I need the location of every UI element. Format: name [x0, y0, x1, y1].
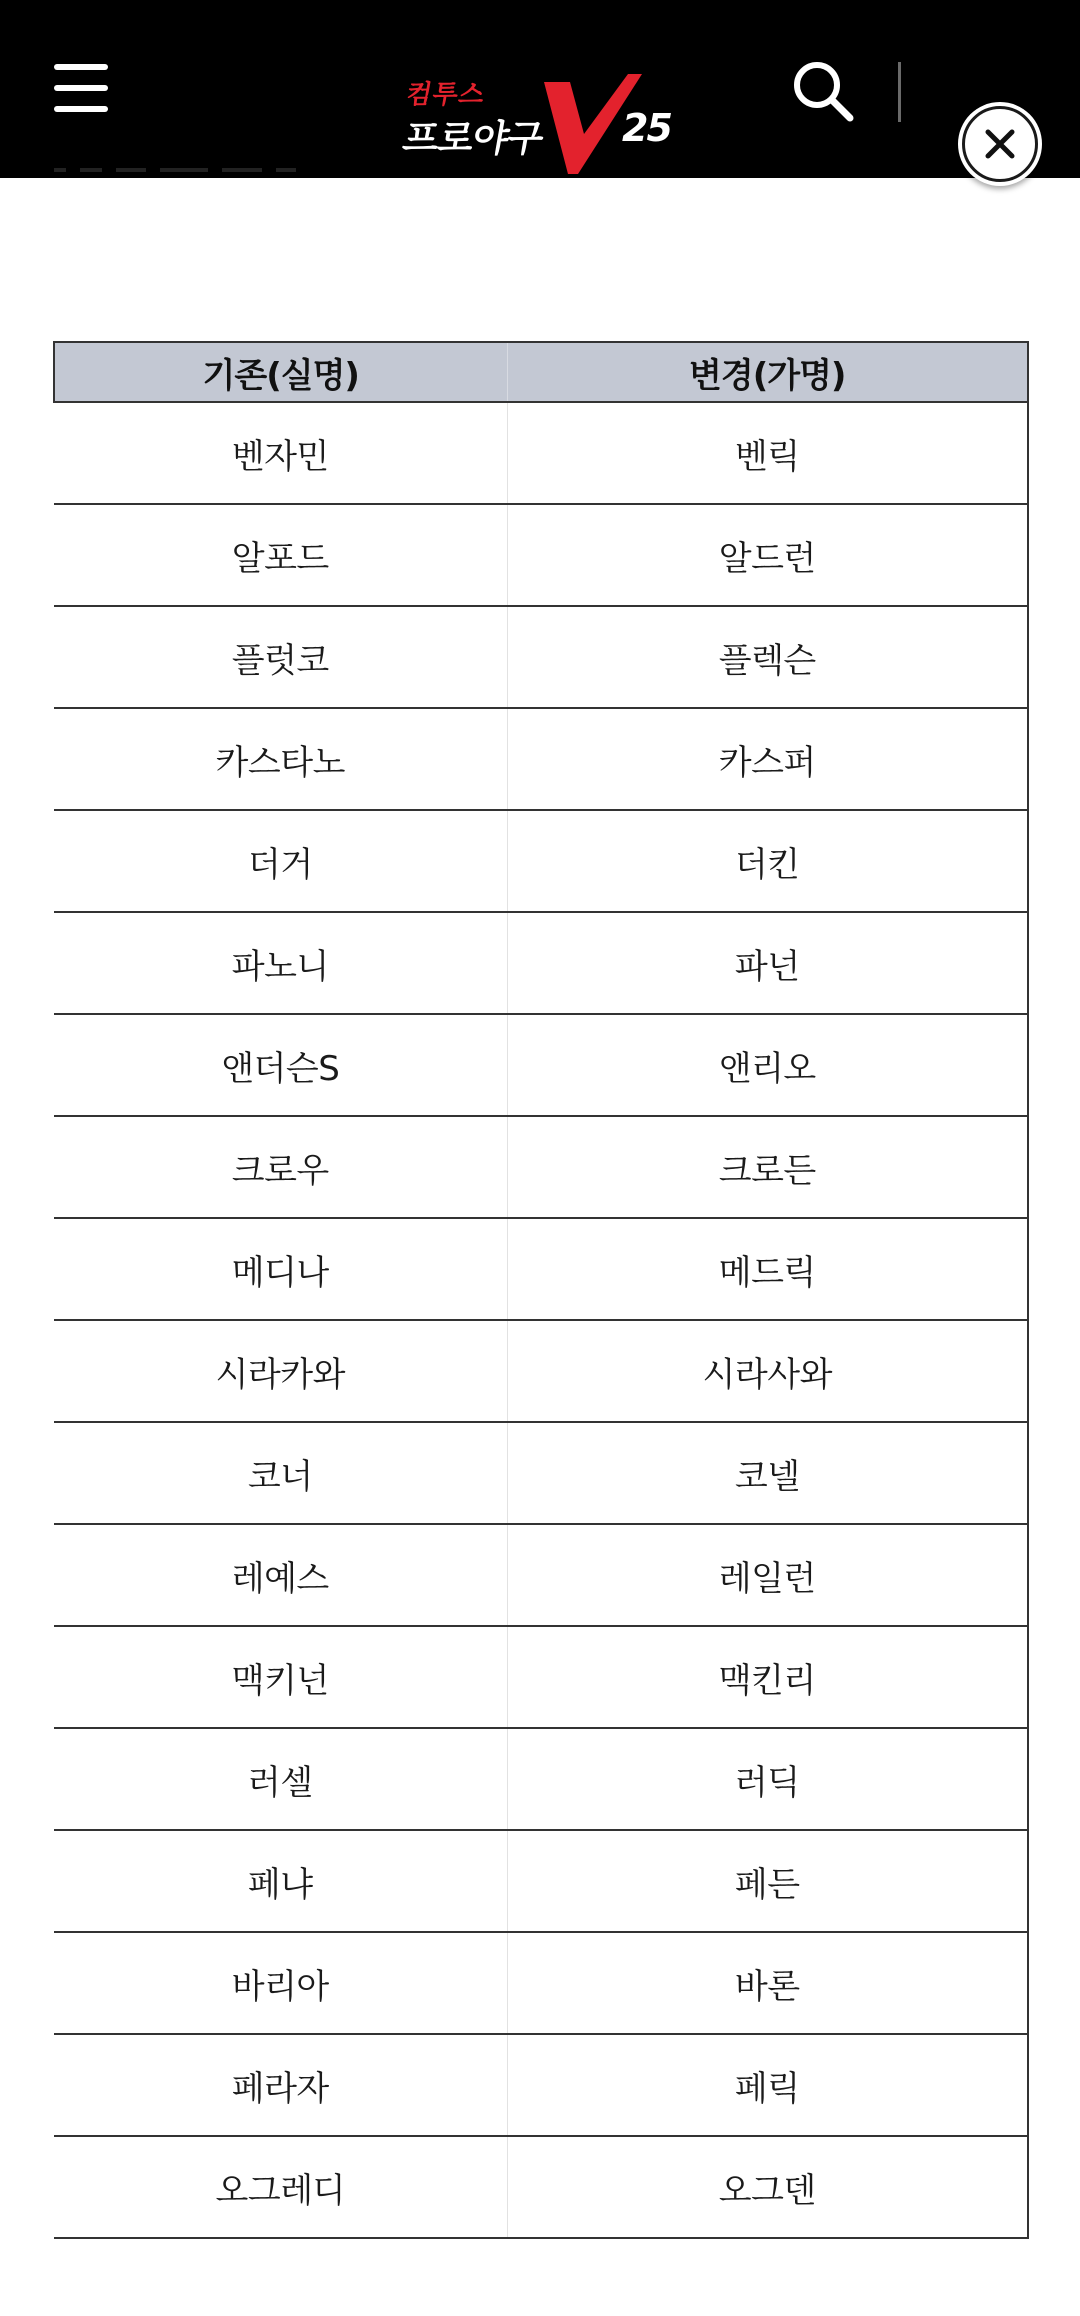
original-name-cell: 플럿코 — [54, 606, 507, 708]
table-row — [54, 606, 1028, 708]
original-name-cell: 러셀 — [54, 1728, 507, 1830]
clipped-text-line — [54, 158, 394, 172]
table-row — [54, 1830, 1028, 1932]
app-logo[interactable] — [399, 70, 676, 176]
original-name-cell: 페라자 — [54, 2034, 507, 2136]
table-row — [54, 2034, 1028, 2136]
table-row — [54, 810, 1028, 912]
changed-name-cell: 시라사와 — [507, 1320, 1028, 1422]
changed-name-cell: 코넬 — [507, 1422, 1028, 1524]
original-name-cell: 바리아 — [54, 1932, 507, 2034]
table-row — [54, 1014, 1028, 1116]
changed-name-cell: 오그덴 — [507, 2136, 1028, 2238]
original-name-cell: 코너 — [54, 1422, 507, 1524]
original-name-cell: 메디나 — [54, 1218, 507, 1320]
logo-title: 프로야구 — [399, 117, 547, 160]
table-row — [54, 2136, 1028, 2238]
table-row — [54, 1932, 1028, 2034]
table-row — [54, 1626, 1028, 1728]
original-name-cell: 더거 — [54, 810, 507, 912]
original-name-cell: 벤자민 — [54, 402, 507, 504]
table-row — [54, 504, 1028, 606]
original-name-cell: 알포드 — [54, 504, 507, 606]
changed-name-cell: 크로든 — [507, 1116, 1028, 1218]
table-row — [54, 1524, 1028, 1626]
table-row — [54, 1728, 1028, 1830]
table-row — [54, 1320, 1028, 1422]
original-name-cell: 페냐 — [54, 1830, 507, 1932]
changed-name-cell: 레일런 — [507, 1524, 1028, 1626]
original-name-cell: 레예스 — [54, 1524, 507, 1626]
logo-brand: 컴투스 — [403, 80, 488, 110]
changed-name-cell: 앤리오 — [507, 1014, 1028, 1116]
original-name-cell: 앤더슨S — [54, 1014, 507, 1116]
close-icon — [983, 127, 1017, 161]
logo-number: 25 — [622, 106, 671, 150]
column-header-changed: 변경(가명) — [507, 342, 1028, 402]
original-name-cell: 시라카와 — [54, 1320, 507, 1422]
changed-name-cell: 더킨 — [507, 810, 1028, 912]
table-row — [54, 912, 1028, 1014]
table-row — [54, 1116, 1028, 1218]
table-row — [54, 708, 1028, 810]
original-name-cell: 맥키넌 — [54, 1626, 507, 1728]
original-name-cell: 카스타노 — [54, 708, 507, 810]
search-icon[interactable] — [790, 58, 856, 124]
hamburger-menu-icon[interactable] — [54, 62, 110, 114]
name-change-table — [53, 341, 1029, 2239]
original-name-cell: 오그레디 — [54, 2136, 507, 2238]
changed-name-cell: 페든 — [507, 1830, 1028, 1932]
top-bar — [0, 0, 1080, 178]
close-button[interactable] — [958, 102, 1042, 186]
changed-name-cell: 러딕 — [507, 1728, 1028, 1830]
table-row — [54, 1422, 1028, 1524]
changed-name-cell: 맥킨리 — [507, 1626, 1028, 1728]
original-name-cell: 파노니 — [54, 912, 507, 1014]
table-row — [54, 402, 1028, 504]
changed-name-cell: 파넌 — [507, 912, 1028, 1014]
changed-name-cell: 플렉슨 — [507, 606, 1028, 708]
column-header-original: 기존(실명) — [54, 342, 507, 402]
header-divider — [898, 62, 901, 122]
changed-name-cell: 페릭 — [507, 2034, 1028, 2136]
original-name-cell: 크로우 — [54, 1116, 507, 1218]
table-header-row — [54, 342, 1028, 402]
changed-name-cell: 바론 — [507, 1932, 1028, 2034]
changed-name-cell: 벤릭 — [507, 402, 1028, 504]
changed-name-cell: 카스퍼 — [507, 708, 1028, 810]
table-row — [54, 1218, 1028, 1320]
changed-name-cell: 메드릭 — [507, 1218, 1028, 1320]
changed-name-cell: 알드런 — [507, 504, 1028, 606]
